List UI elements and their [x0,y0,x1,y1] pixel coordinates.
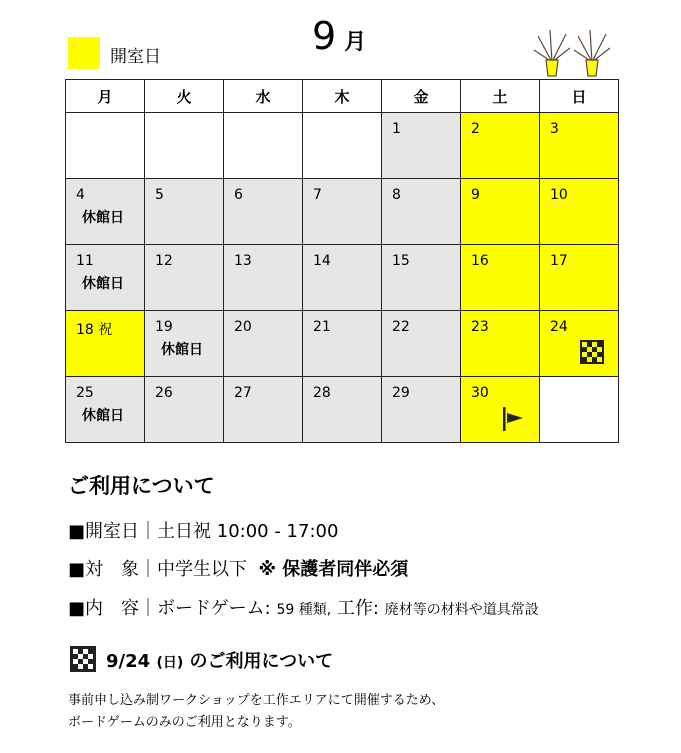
target-line [68,555,408,581]
day-number: 20 [234,319,252,335]
calendar-day [540,245,619,311]
content-label: ■内 容｜ボードゲーム: [68,598,271,619]
calendar-day [145,179,224,245]
content-line [68,594,539,620]
special-heading [106,647,333,673]
day-number: 2 [471,121,480,137]
special-title: のご利用について [189,651,334,672]
day-number: 8 [392,187,401,203]
special-note [68,690,444,734]
hours-label: ■開室日｜土日祝 [68,521,212,542]
calendar-day [303,245,382,311]
closed-label: 休館日 [82,276,124,292]
day-number: 15 [392,253,410,269]
calendar-day [224,311,303,377]
calendar-day [145,113,224,179]
day-number: 30 [471,385,489,401]
calendar-day [66,245,145,311]
day-number: 7 [313,187,322,203]
calendar-day [303,311,382,377]
calendar-day [303,113,382,179]
closed-label: 休館日 [82,408,124,424]
day-number: 10 [550,187,568,203]
day-number: 1 [392,121,401,137]
day-number: 6 [234,187,243,203]
day-number: 24 [550,319,568,335]
day-number: 5 [155,187,164,203]
day-number: 12 [155,253,173,269]
calendar-day [145,377,224,443]
calendar-day [461,113,540,179]
day-number: 16 [471,253,489,269]
calendar-day [382,245,461,311]
legend-label: 開室日 [110,47,161,67]
usage-heading: ご利用について [68,474,215,498]
day-number: 23 [471,319,489,335]
calendar-day [540,311,619,377]
calendar-day [224,113,303,179]
weekday-header: 火 [145,80,224,113]
calendar-day [145,311,224,377]
calendar-week [66,245,619,311]
special-date: 9/24 [106,651,151,672]
calendar-week [66,113,619,179]
special-dow: (日) [156,655,184,671]
month-number: 9 [312,14,337,58]
day-number: 22 [392,319,410,335]
day-number: 11 [76,253,94,269]
calendar-day [382,311,461,377]
day-number: 14 [313,253,331,269]
calendar-day [66,113,145,179]
weekday-header: 木 [303,80,382,113]
calendar-day [461,245,540,311]
calendar-day [224,245,303,311]
calendar-day [382,377,461,443]
calendar-day [66,179,145,245]
checker-icon [70,646,96,672]
calendar-day [461,179,540,245]
day-number: 13 [234,253,252,269]
day-number: 26 [155,385,173,401]
day-number: 9 [471,187,480,203]
day-number: 17 [550,253,568,269]
closed-label: 休館日 [82,210,124,226]
day-number: 25 [76,385,94,401]
note-line-1: 事前申し込み制ワークショップを工作エリアにて開催するため、 [68,693,445,708]
day-number: 27 [234,385,252,401]
month-title [312,14,366,58]
hours-line [68,517,338,543]
day-number: 29 [392,385,410,401]
calendar-week [66,311,619,377]
note-line-2: ボードゲームのみのご利用となります。 [68,715,301,730]
day-number: 21 [313,319,331,335]
content-craft-detail: 廃材等の材料や道具常設 [384,602,539,618]
plant-icon [530,26,620,80]
target-note: ※ 保護者同伴必須 [258,559,409,580]
weekday-header: 土 [461,80,540,113]
calendar-day [66,377,145,443]
calendar-day [382,113,461,179]
calendar [65,79,619,443]
day-number: 19 [155,319,173,335]
month-unit: 月 [344,30,367,55]
content-craft: 工作: [336,598,379,619]
weekday-header: 水 [224,80,303,113]
legend-swatch [68,37,100,69]
hours-value: 10:00 - 17:00 [216,521,339,542]
calendar-day [540,179,619,245]
calendar-day [461,311,540,377]
day-number: 3 [550,121,559,137]
calendar-day [461,377,540,443]
weekday-header: 月 [66,80,145,113]
day-number: 28 [313,385,331,401]
day-number: 18 祝 [76,322,113,338]
calendar-day [145,245,224,311]
calendar-day [303,377,382,443]
calendar-day [224,179,303,245]
calendar-day [66,311,145,377]
content-count: 59 種類, [276,602,332,618]
weekday-header: 金 [382,80,461,113]
calendar-week [66,179,619,245]
day-number: 4 [76,187,85,203]
flag-icon [503,407,527,437]
calendar-day [224,377,303,443]
calendar-day [303,179,382,245]
calendar-day [382,179,461,245]
calendar-week [66,377,619,443]
weekday-header: 日 [540,80,619,113]
closed-label: 休館日 [161,342,203,358]
calendar-day [540,377,619,443]
target-label: ■対 象｜中学生以下 [68,559,248,580]
checker-icon [580,340,604,364]
calendar-day [540,113,619,179]
